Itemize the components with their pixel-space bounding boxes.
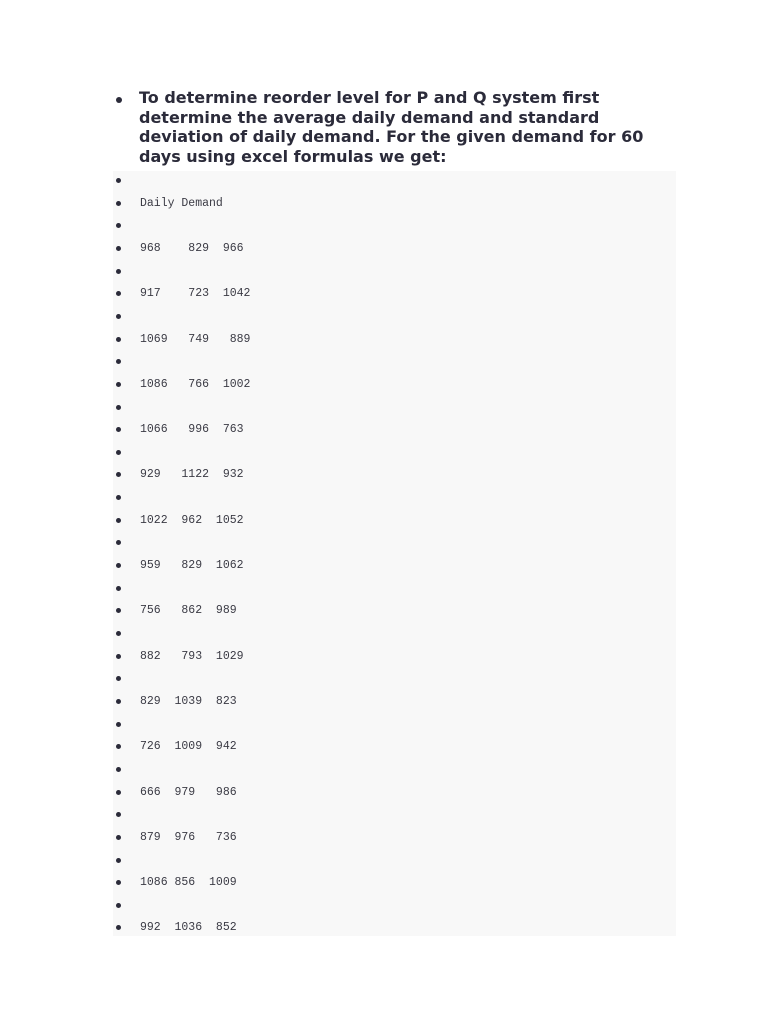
bullet-marker [116, 269, 121, 274]
bullet-marker [116, 858, 121, 863]
daily-demand-code-block [113, 171, 676, 936]
code-line [113, 669, 676, 692]
code-line-text: 959 829 1062 [140, 559, 244, 573]
bullet-marker [116, 608, 121, 613]
code-line [113, 783, 676, 806]
code-line-text: 1086 766 1002 [140, 377, 251, 391]
code-line-text: 879 976 736 [140, 830, 237, 844]
code-line [113, 760, 676, 783]
code-line-text: 992 1036 852 [140, 921, 237, 935]
code-line [113, 624, 676, 647]
code-line [113, 828, 676, 851]
code-line [113, 579, 676, 602]
code-line [113, 805, 676, 828]
bullet-marker [116, 178, 121, 183]
bullet-marker [116, 382, 121, 387]
code-line [113, 488, 676, 511]
code-line [113, 398, 676, 421]
intro-paragraph: To determine reorder level for P and Q system first determine the average daily demand and standard deviation of daily demand. For the given demand for 60 days using excel formulas we get: [139, 88, 644, 166]
bullet-marker [116, 97, 122, 103]
bullet-marker [116, 450, 121, 455]
code-line-text: 1069 749 889 [140, 332, 251, 346]
bullet-marker [116, 405, 121, 410]
code-line [113, 194, 676, 217]
code-line-text: 1086 856 1009 [140, 876, 237, 890]
code-line [113, 352, 676, 375]
bullet-marker [116, 812, 121, 817]
bullet-marker [116, 586, 121, 591]
bullet-marker [116, 540, 121, 545]
code-line [113, 692, 676, 715]
code-line-text: Daily Demand [140, 196, 223, 210]
code-line [113, 556, 676, 579]
bullet-marker [116, 790, 121, 795]
bullet-marker [116, 563, 121, 568]
bullet-marker [116, 314, 121, 319]
bullet-marker [116, 359, 121, 364]
code-line [113, 239, 676, 262]
bullet-marker [116, 223, 121, 228]
bullet-marker [116, 835, 121, 840]
code-line-text: 929 1122 932 [140, 468, 244, 482]
code-line-text: 756 862 989 [140, 604, 237, 618]
bullet-marker [116, 699, 121, 704]
bullet-marker [116, 472, 121, 477]
code-line [113, 307, 676, 330]
bullet-marker [116, 337, 121, 342]
bullet-marker [116, 201, 121, 206]
code-line [113, 533, 676, 556]
code-line-text: 1066 996 763 [140, 423, 244, 437]
bullet-marker [116, 427, 121, 432]
code-line [113, 601, 676, 624]
code-line-text: 1022 962 1052 [140, 513, 244, 527]
code-line [113, 171, 676, 194]
bullet-marker [116, 495, 121, 500]
bullet-marker [116, 925, 121, 930]
code-line [113, 420, 676, 443]
code-line [113, 896, 676, 919]
code-line [113, 511, 676, 534]
code-line-text: 829 1039 823 [140, 694, 237, 708]
code-line [113, 443, 676, 466]
code-line [113, 216, 676, 239]
code-line [113, 647, 676, 670]
code-line [113, 918, 676, 941]
code-line [113, 851, 676, 874]
code-line [113, 465, 676, 488]
bullet-marker [116, 767, 121, 772]
code-line [113, 715, 676, 738]
bullet-marker [116, 722, 121, 727]
bullet-marker [116, 631, 121, 636]
code-line-text: 882 793 1029 [140, 649, 244, 663]
bullet-marker [116, 246, 121, 251]
bullet-marker [116, 518, 121, 523]
code-line [113, 737, 676, 760]
code-line-text: 726 1009 942 [140, 740, 237, 754]
bullet-marker [116, 744, 121, 749]
code-line [113, 330, 676, 353]
bullet-marker [116, 291, 121, 296]
code-line-text: 666 979 986 [140, 785, 237, 799]
bullet-marker [116, 676, 121, 681]
code-line [113, 262, 676, 285]
code-line-text: 917 723 1042 [140, 287, 251, 301]
bullet-marker [116, 903, 121, 908]
bullet-marker [116, 654, 121, 659]
code-line [113, 284, 676, 307]
bullet-marker [116, 880, 121, 885]
code-line-text: 968 829 966 [140, 241, 244, 255]
code-line [113, 873, 676, 896]
code-line [113, 375, 676, 398]
